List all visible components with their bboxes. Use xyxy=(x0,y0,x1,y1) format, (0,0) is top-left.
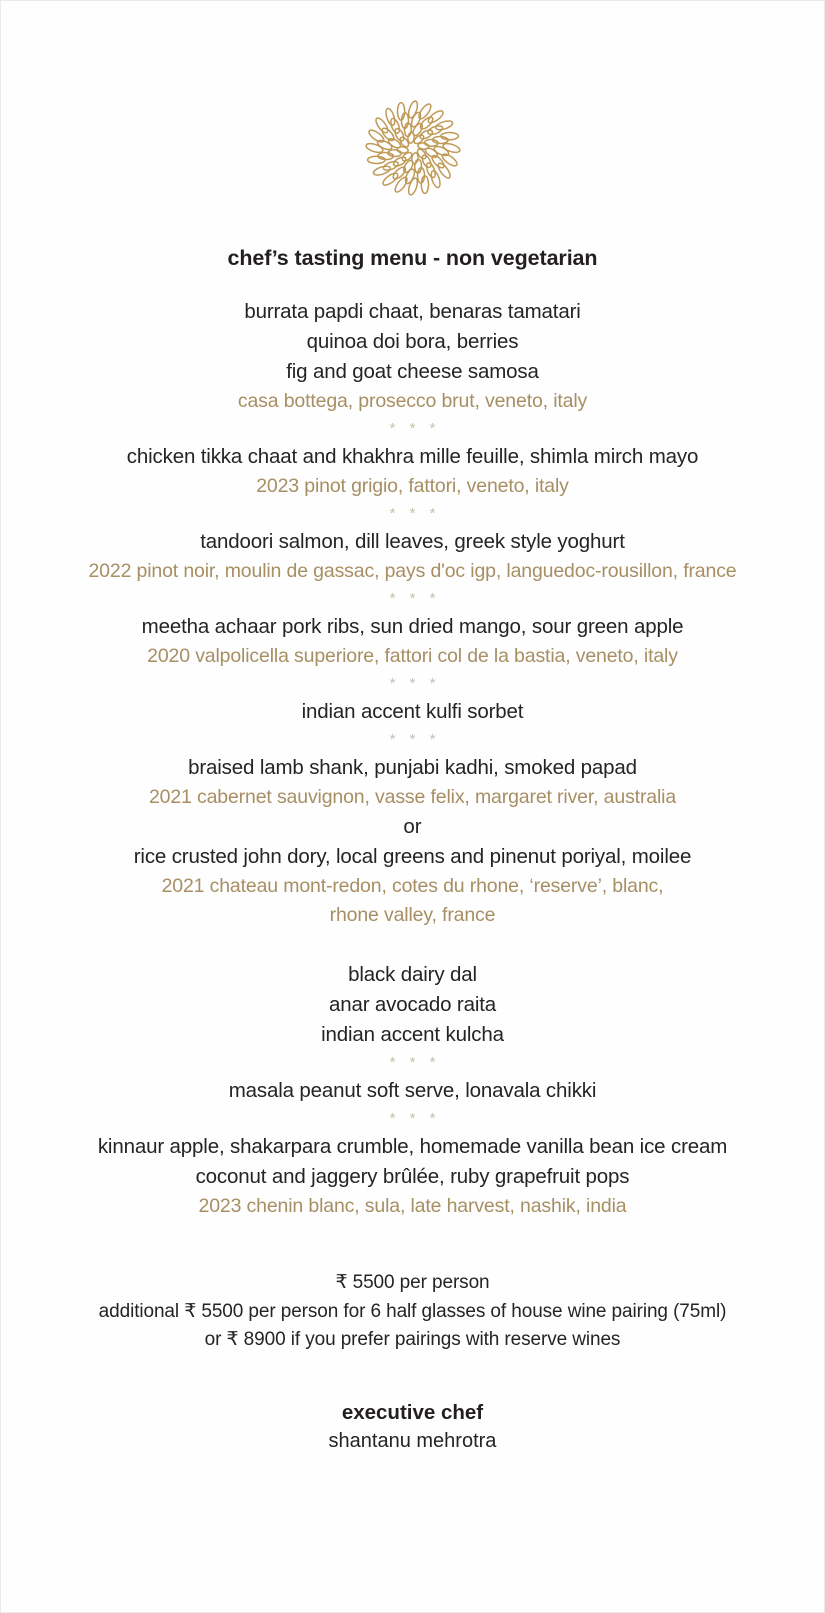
dish-line: fig and goat cheese samosa xyxy=(286,360,539,383)
dish-line: chicken tikka chaat and khakhra mille feuille, shimla mirch mayo xyxy=(126,445,699,468)
course-divider: * * * xyxy=(389,1054,441,1071)
wine-pairing-line: 2021 cabernet sauvignon, vasse felix, margaret river, australia xyxy=(148,786,677,808)
dish-line: masala peanut soft serve, lonavala chikki xyxy=(228,1079,597,1102)
dish-line: rice crusted john dory, local greens and pinenut poriyal, moilee xyxy=(133,845,692,868)
chef-credit xyxy=(329,1399,497,1455)
floral-rosette-logo xyxy=(358,93,468,203)
wine-pairing-line: 2021 chateau mont-redon, cotes du rhone, ‘reserve’, blanc, rhone valley, france xyxy=(161,875,664,926)
wine-pairing-line: 2023 chenin blanc, sula, late harvest, nashik, india xyxy=(198,1195,627,1217)
dish-line: quinoa doi bora, berries xyxy=(306,330,519,353)
course-block xyxy=(0,612,825,671)
course-block xyxy=(0,1132,825,1221)
dish-line: anar avocado raita xyxy=(328,993,497,1016)
chef-name: shantanu mehrotra xyxy=(328,1429,497,1452)
dish-line: burrata papdi chaat, benaras tamatari xyxy=(244,300,581,323)
course-divider: * * * xyxy=(389,505,441,522)
page-title: chef’s tasting menu - non vegetarian xyxy=(227,246,598,270)
dish-line: kinnaur apple, shakarpara crumble, homemade vanilla bean ice cream xyxy=(97,1135,728,1158)
course-block xyxy=(0,697,825,727)
course-block xyxy=(0,297,825,416)
alternative-label: or xyxy=(403,815,422,838)
dish-line: coconut and jaggery brûlée, ruby grapefruit pops xyxy=(195,1165,630,1188)
dish-line: black dairy dal xyxy=(348,963,477,986)
wine-pairing-line: 2020 valpolicella superiore, fattori col de la bastia, veneto, italy xyxy=(147,645,678,667)
dish-line: indian accent kulcha xyxy=(321,1023,504,1046)
course-divider: * * * xyxy=(389,731,441,748)
price-line: or ₹ 8900 if you prefer pairings with reserve wines xyxy=(204,1329,621,1350)
dish-line: indian accent kulfi sorbet xyxy=(301,700,524,723)
dish-line: tandoori salmon, dill leaves, greek style yoghurt xyxy=(200,530,625,553)
course-divider: * * * xyxy=(389,590,441,607)
wine-pairing-line: 2022 pinot noir, moulin de gassac, pays d'oc igp, languedoc-rousillon, france xyxy=(88,560,737,582)
dish-line: meetha achaar pork ribs, sun dried mango, sour green apple xyxy=(141,615,684,638)
price-line: ₹ 5500 per person xyxy=(335,1272,490,1293)
chef-role: executive chef xyxy=(341,1400,484,1424)
course-divider: * * * xyxy=(389,420,441,437)
course-block xyxy=(0,960,825,1050)
course-divider: * * * xyxy=(389,675,441,692)
wine-pairing-line: casa bottega, prosecco brut, veneto, italy xyxy=(237,390,588,412)
course-block xyxy=(0,1076,825,1106)
course-block xyxy=(0,442,825,501)
dish-line: braised lamb shank, punjabi kadhi, smoked papad xyxy=(188,756,637,779)
course-block xyxy=(0,753,825,930)
price-line: additional ₹ 5500 per person for 6 half glasses of house wine pairing (75ml) xyxy=(98,1300,727,1322)
pricing-block xyxy=(99,1269,727,1355)
course-list xyxy=(0,297,825,1221)
course-divider: * * * xyxy=(389,1110,441,1127)
wine-pairing-line: 2023 pinot grigio, fattori, veneto, italy xyxy=(256,475,569,497)
course-block xyxy=(0,527,825,586)
